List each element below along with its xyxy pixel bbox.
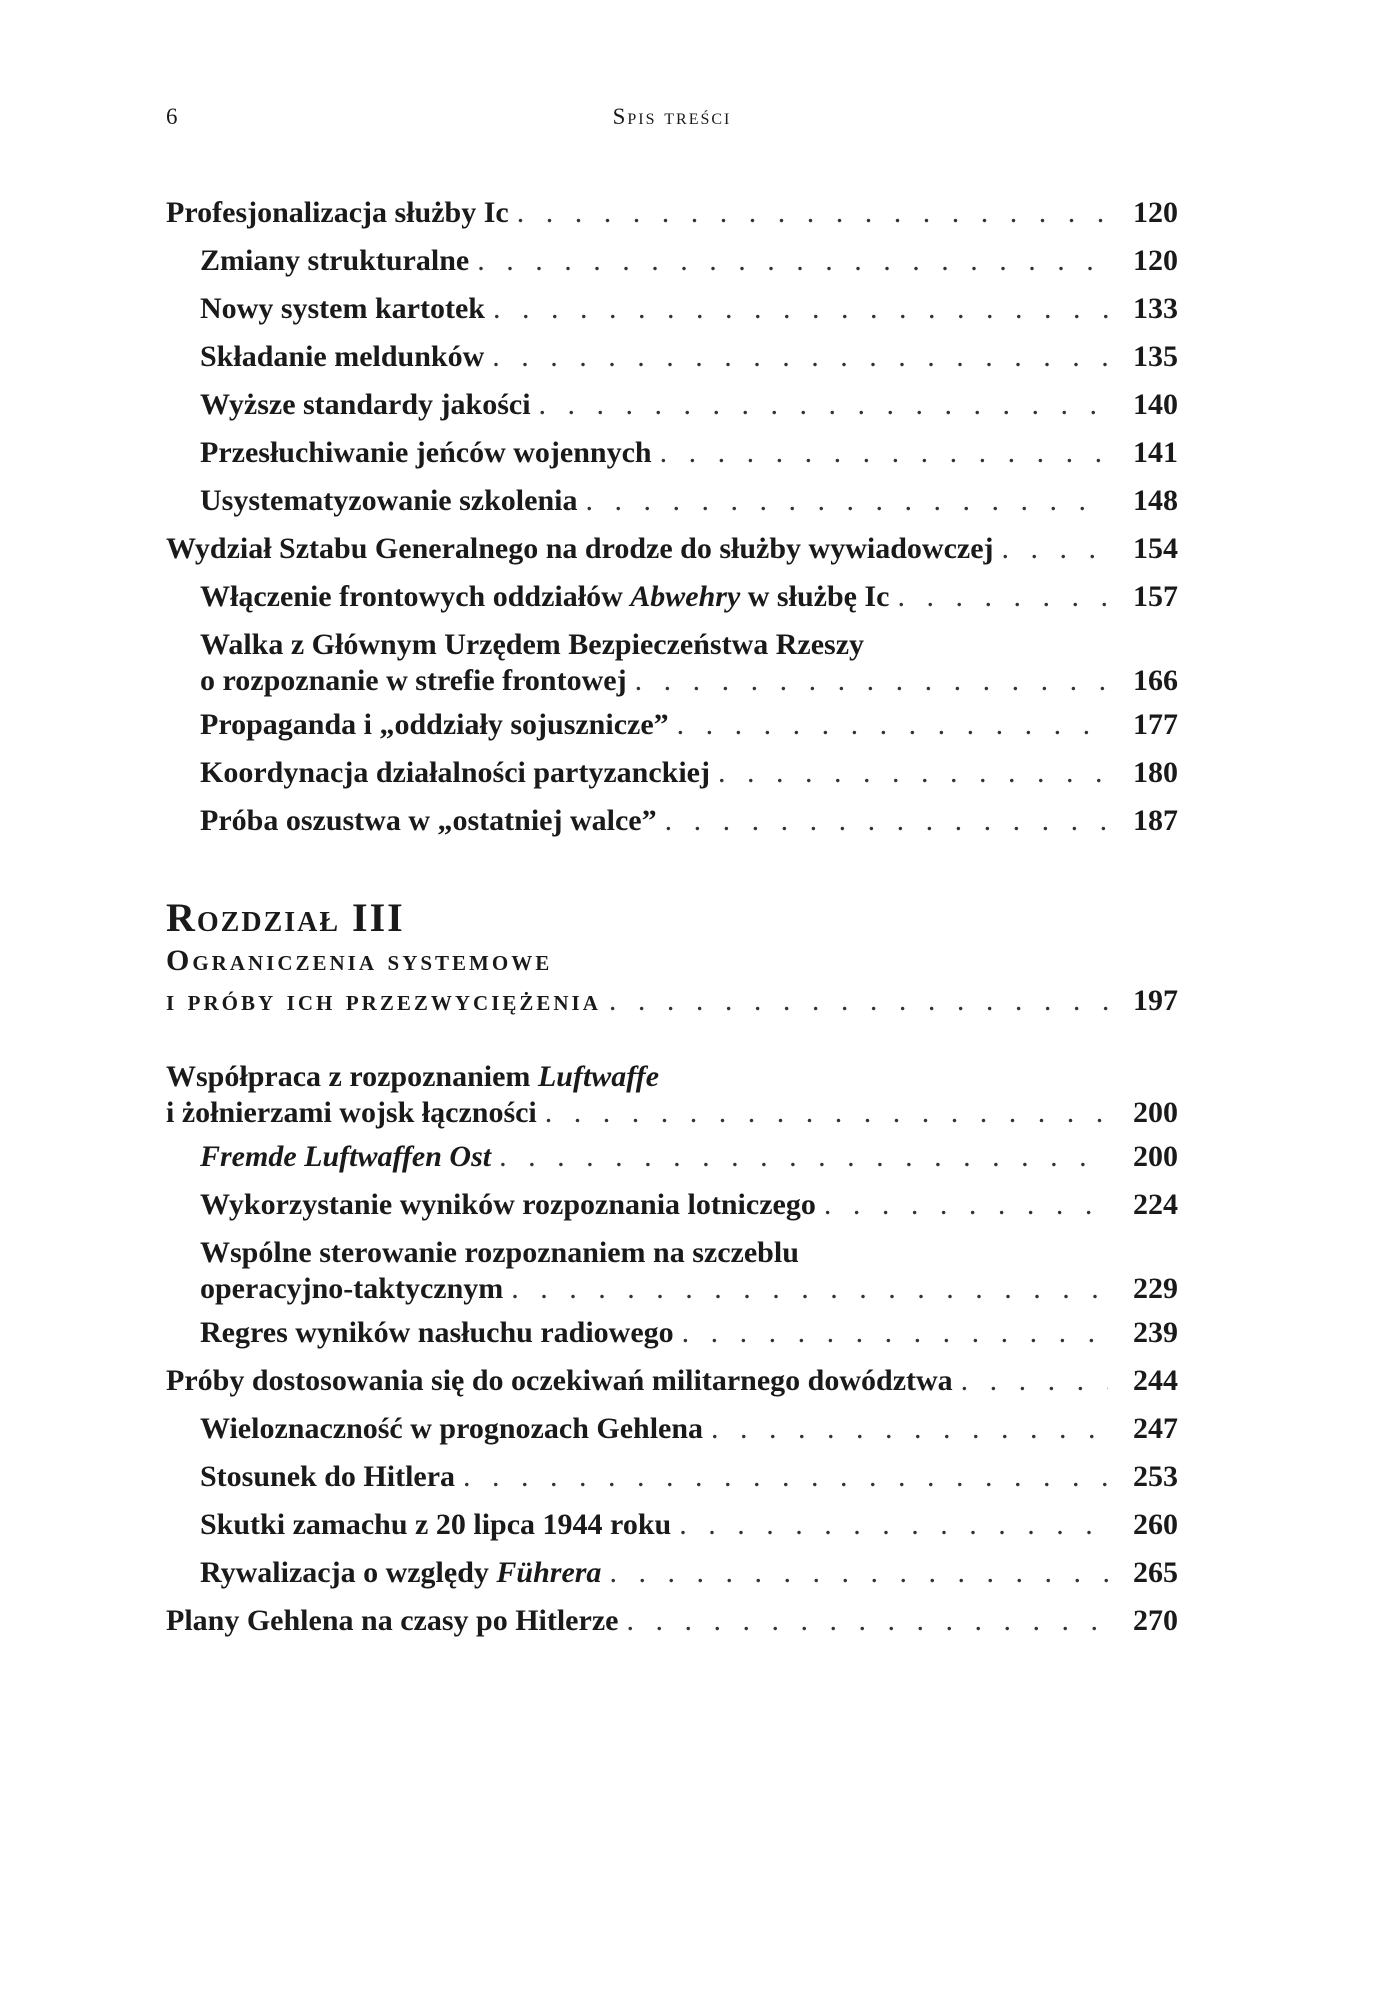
toc-entry-title: Regres wyników nasłuchu radiowego (200, 1316, 674, 1349)
toc-entry-title: Plany Gehlena na czasy po Hitlerze (166, 1604, 619, 1637)
toc-entry-title: Wieloznaczność w prognozach Gehlena (200, 1412, 704, 1445)
toc-title-part: Współpraca z rozpoznaniem (166, 1060, 538, 1093)
chapter-title-line2: i próby ich przezwyciężenia (166, 984, 601, 1017)
toc-entry-title: Próba oszustwa w „ostatniej walce” (200, 804, 657, 837)
leader-dots (517, 195, 1108, 231)
toc-entry (166, 1059, 1178, 1139)
toc-entry-title: Stosunek do Hitlera (200, 1460, 456, 1493)
toc-entry-title-line2: o rozpoznanie w strefie frontowej (200, 664, 627, 697)
toc-entry-title (200, 1555, 601, 1591)
toc-title-part: Włączenie frontowych oddziałów (200, 580, 631, 613)
chapter-title-line1: Ograniczenia systemowe (166, 944, 553, 977)
chapter-heading (166, 895, 1178, 1045)
toc-entry-title: Próby dostosowania się do oczekiwań militarnego dowództwa (166, 1364, 953, 1397)
leader-dots (682, 1315, 1108, 1351)
toc-entry-title: Nowy system kartotek (200, 292, 485, 325)
toc-page-number: 141 (1133, 436, 1178, 469)
toc-page-number: 133 (1133, 292, 1178, 325)
toc-page-number: 229 (1133, 1272, 1178, 1305)
toc-title-part: w służbę Ic (740, 580, 890, 613)
toc-entry (166, 1507, 1178, 1555)
toc-entry-title: Skutki zamachu z 20 lipca 1944 roku (200, 1508, 672, 1541)
leader-dots (626, 1603, 1108, 1639)
toc-entry-title-line2: i żołnierzami wojsk łączności (166, 1096, 537, 1129)
toc-page-number: 154 (1133, 532, 1178, 565)
toc-entry (166, 291, 1178, 339)
leader-dots (897, 579, 1108, 615)
leader-dots (677, 707, 1108, 743)
leader-dots (665, 803, 1108, 839)
toc-entry (166, 1139, 1178, 1187)
leader-dots (511, 1271, 1108, 1307)
toc-page-number: 265 (1133, 1556, 1178, 1589)
toc-title-italic: Luftwaffe (537, 1060, 660, 1093)
toc-entry (166, 1235, 1178, 1315)
toc-entry-title: Wydział Sztabu Generalnego na drodze do służby wywiadowczej (166, 532, 994, 565)
leader-dots (718, 755, 1108, 791)
toc-entry (166, 1603, 1178, 1651)
leader-dots (824, 1187, 1108, 1223)
leader-dots (679, 1507, 1108, 1543)
toc-page-number: 140 (1133, 388, 1178, 421)
leader-dots (635, 663, 1108, 699)
toc-title-italic: Führera (496, 1556, 602, 1589)
running-head (166, 104, 1178, 136)
toc-entry (166, 195, 1178, 243)
toc-page-number: 177 (1133, 708, 1178, 741)
toc-entry-title-line1 (166, 1059, 1178, 1095)
toc-page-number: 224 (1133, 1188, 1178, 1221)
toc-page-number: 200 (1133, 1096, 1178, 1129)
leader-dots (585, 483, 1108, 519)
toc-page-number: 247 (1133, 1412, 1178, 1445)
toc-entry-title: Przesłuchiwanie jeńców wojennych (200, 436, 652, 469)
toc-entry (166, 1363, 1178, 1411)
toc-entry-title: Usystematyzowanie szkolenia (200, 484, 578, 517)
toc-page-number: 200 (1133, 1140, 1178, 1173)
toc-page-number: 120 (1133, 196, 1178, 229)
leader-dots (477, 243, 1108, 279)
leader-dots (660, 435, 1108, 471)
toc-entry-title: Fremde Luftwaffen Ost (200, 1140, 492, 1173)
table-of-contents (166, 195, 1178, 1651)
toc-entry (166, 803, 1178, 851)
toc-entry-title: Wykorzystanie wyników rozpoznania lotniczego (200, 1188, 816, 1221)
toc-page-number: 148 (1133, 484, 1178, 517)
running-title: Spis treści (612, 104, 732, 129)
toc-entry (166, 435, 1178, 483)
toc-entry (166, 1555, 1178, 1603)
leader-dots (492, 339, 1108, 375)
leader-dots (463, 1459, 1108, 1495)
toc-entry-title-line1: Walka z Głównym Urzędem Bezpieczeństwa Rzeszy (200, 628, 865, 661)
toc-entry (166, 339, 1178, 387)
toc-page-number: 260 (1133, 1508, 1178, 1541)
leader-dots (609, 981, 1108, 1021)
toc-page-number: 166 (1133, 664, 1178, 697)
toc-entry (166, 1187, 1178, 1235)
toc-page-number: 187 (1133, 804, 1178, 837)
toc-entry (166, 483, 1178, 531)
leader-dots (1002, 531, 1108, 567)
toc-entry (166, 627, 1178, 707)
toc-page-number: 239 (1133, 1316, 1178, 1349)
toc-entry-title-line1: Wspólne sterowanie rozpoznaniem na szczeblu (200, 1236, 799, 1269)
toc-page-number: 135 (1133, 340, 1178, 373)
leader-dots (711, 1411, 1108, 1447)
toc-page-number: 180 (1133, 756, 1178, 789)
toc-entry (166, 531, 1178, 579)
toc-entry (166, 579, 1178, 627)
toc-entry (166, 707, 1178, 755)
toc-entry-title (200, 579, 889, 615)
toc-entry-title: Zmiany strukturalne (200, 244, 470, 277)
toc-title-part: Rywalizacja o względy (200, 1556, 497, 1589)
page-number: 6 (166, 104, 179, 129)
toc-entry (166, 1459, 1178, 1507)
toc-entry (166, 387, 1178, 435)
toc-entry-title: Wyższe standardy jakości (200, 388, 531, 421)
toc-entry (166, 243, 1178, 291)
toc-entry-title-line2: operacyjno-taktycznym (200, 1272, 504, 1305)
chapter-label: Rozdział III (166, 895, 405, 940)
toc-entry-title: Koordynacja działalności partyzanckiej (200, 756, 710, 789)
toc-page-number: 270 (1133, 1604, 1178, 1637)
toc-page-number: 120 (1133, 244, 1178, 277)
toc-page-number: 253 (1133, 1460, 1178, 1493)
toc-page-number: 157 (1133, 580, 1178, 613)
leader-dots (961, 1363, 1108, 1399)
leader-dots (499, 1139, 1108, 1175)
toc-entry (166, 1411, 1178, 1459)
toc-entry-title: Składanie meldunków (200, 340, 485, 373)
toc-page-number: 197 (1133, 984, 1178, 1017)
leader-dots (539, 387, 1108, 423)
leader-dots (545, 1095, 1108, 1131)
toc-title-italic: Abwehry (630, 580, 741, 613)
toc-entry-title: Profesjonalizacja służby Ic (166, 196, 509, 229)
toc-entry (166, 755, 1178, 803)
leader-dots (493, 291, 1108, 327)
leader-dots (609, 1555, 1108, 1591)
toc-entry (166, 1315, 1178, 1363)
toc-entry-title: Propaganda i „oddziały sojusznicze” (200, 708, 669, 741)
toc-page-number: 244 (1133, 1364, 1178, 1397)
